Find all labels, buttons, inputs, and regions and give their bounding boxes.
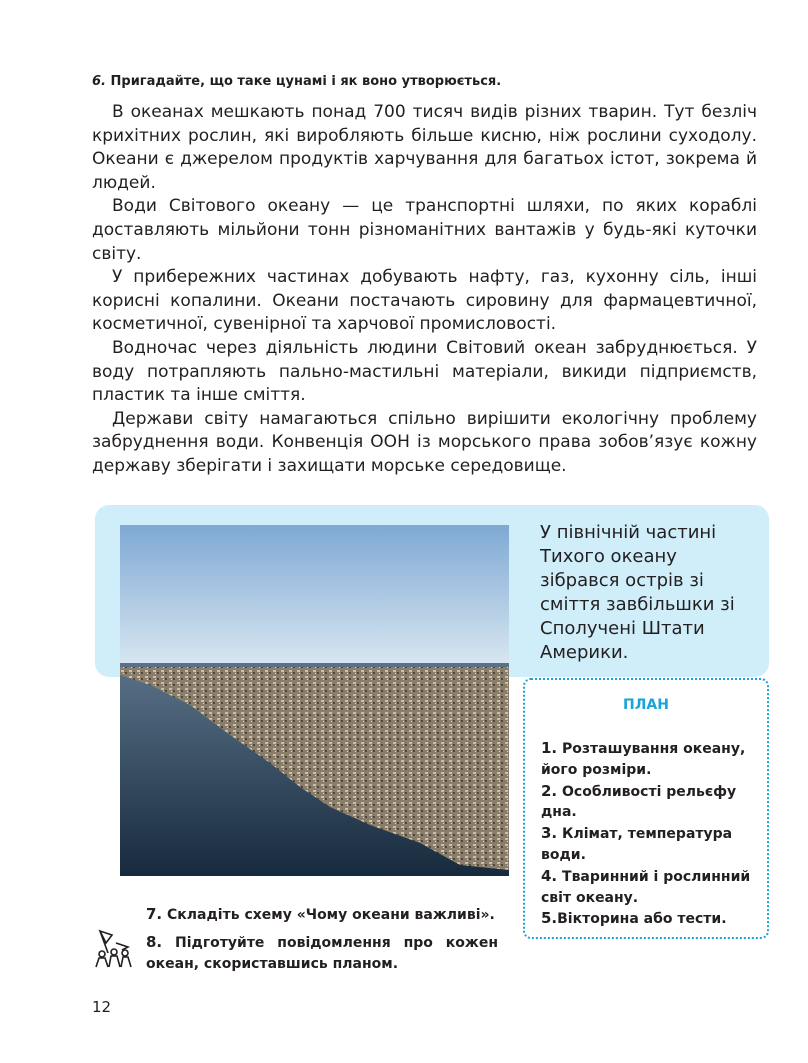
plan-item [541,823,765,866]
plan-item-number: 2. [541,781,558,800]
question-6-number: 6. [92,74,106,89]
plan-item [541,738,765,781]
plan-title: ПЛАН [623,697,669,713]
photo-caption: У північній частині Тихого океану зібрався острів зі сміття завбільшки зі Сполучені Штати Америки. [540,522,735,663]
paragraph: У прибережних частинах добувають нафту, газ, кухонну сіль, інші корисні копалини. Океани постачають сировину для фармацевтичної, косметичної, сувенірної та харчової промисловості. [92,267,757,335]
plan-item-text: Клімат, температура води. [541,826,733,863]
ocean-garbage-photo [120,525,509,876]
plan-item [541,908,765,930]
plan-item-text: Тваринний і рослинний світ океану. [541,868,751,906]
plan-box [523,678,769,939]
plan-item-text: Вікторина або тести. [557,911,727,928]
question-7-number: 7. [146,905,163,923]
question-6-text: Пригадайте, що таке цунамі і як воно утворюється. [110,74,502,89]
paragraph: Водночас через діяльність людини Світовий океан забруднюється. У воду потрапляють пально-мастильні матеріали, викиди підприємств, пластик та інше сміття. [92,337,757,406]
plan-item-number: 1. [541,739,558,757]
plan-item [541,781,765,824]
paragraph: Води Світового океану — це транспортні шляхи, по яких кораблі доставляють мільйони тонн різноманітних вантажів у будь-які куточки світу. [92,196,757,264]
question-6 [92,74,501,89]
question-7-text: Складіть схему «Чому океани важливі». [167,907,495,923]
question-8 [146,932,498,974]
plan-item-text: Розташування океану, його розміри. [541,741,746,778]
plan-item-number: 4. [541,866,558,885]
main-text [92,101,757,479]
paragraph: Держави світу намагаються спільно вирішити екологічну проблему забруднення води. Конвенція ООН із морського права зобов’язує кожну державу зберігати і захищати морське середовище. [92,408,757,476]
plan-item-number: 5. [541,909,558,928]
paragraph: В океанах мешкають понад 700 тисяч видів різних тварин. Тут безліч крихітних рослин, які виробляють більше кисню, ніж рослини суходолу. Океани є джерелом продуктів харчування для багатьох істот, зокрема й людей. [92,102,757,193]
plan-item [541,866,765,909]
page-number: 12 [92,998,112,1016]
question-8-number: 8. [146,933,163,951]
question-8-text: Підготуйте повідомлення про кожен океан, скориставшись планом. [146,935,498,972]
question-7 [146,905,495,923]
plan-list [541,738,765,930]
group-project-icon [92,927,134,969]
plan-item-number: 3. [541,824,558,843]
plan-item-text: Особливості рельєфу дна. [541,783,737,821]
